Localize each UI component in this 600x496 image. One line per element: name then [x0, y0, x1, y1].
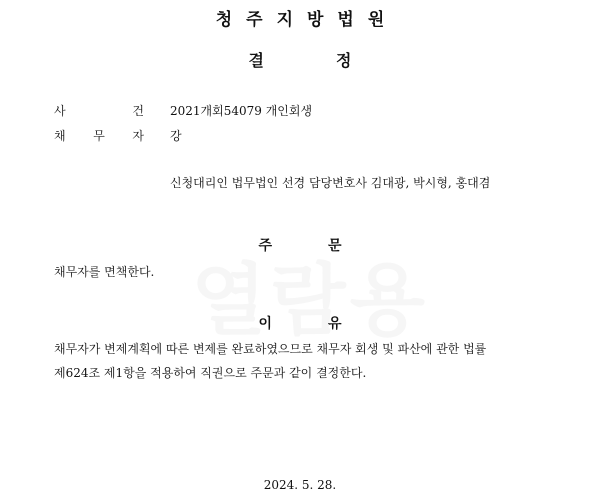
order-text: 채무자를 면책한다.: [54, 265, 155, 279]
document-title: 결정: [248, 51, 424, 70]
debtor-value: 강: [170, 129, 182, 143]
case-value: 2021개회54079 개인회생: [170, 104, 313, 118]
applicant-representative: 신청대리인 법무법인 선경 담당변호사 김대광, 박시형, 홍대겸: [170, 176, 491, 190]
debtor-label: 채 무 자: [54, 129, 144, 143]
case-label: 사 건: [54, 104, 144, 118]
court-name: 청주지방법원: [215, 10, 399, 30]
reason-text: 채무자가 변제계획에 따른 변제를 완료하였으므로 채무자 회생 및 파산에 관한 법률 제624조 제1항을 적용하여 직권으로 주문과 같이 결정한다.: [54, 342, 487, 380]
reason-heading: 이유: [258, 316, 398, 332]
order-heading: 주문: [258, 238, 398, 254]
decision-date: 2024. 5. 28.: [263, 478, 337, 492]
